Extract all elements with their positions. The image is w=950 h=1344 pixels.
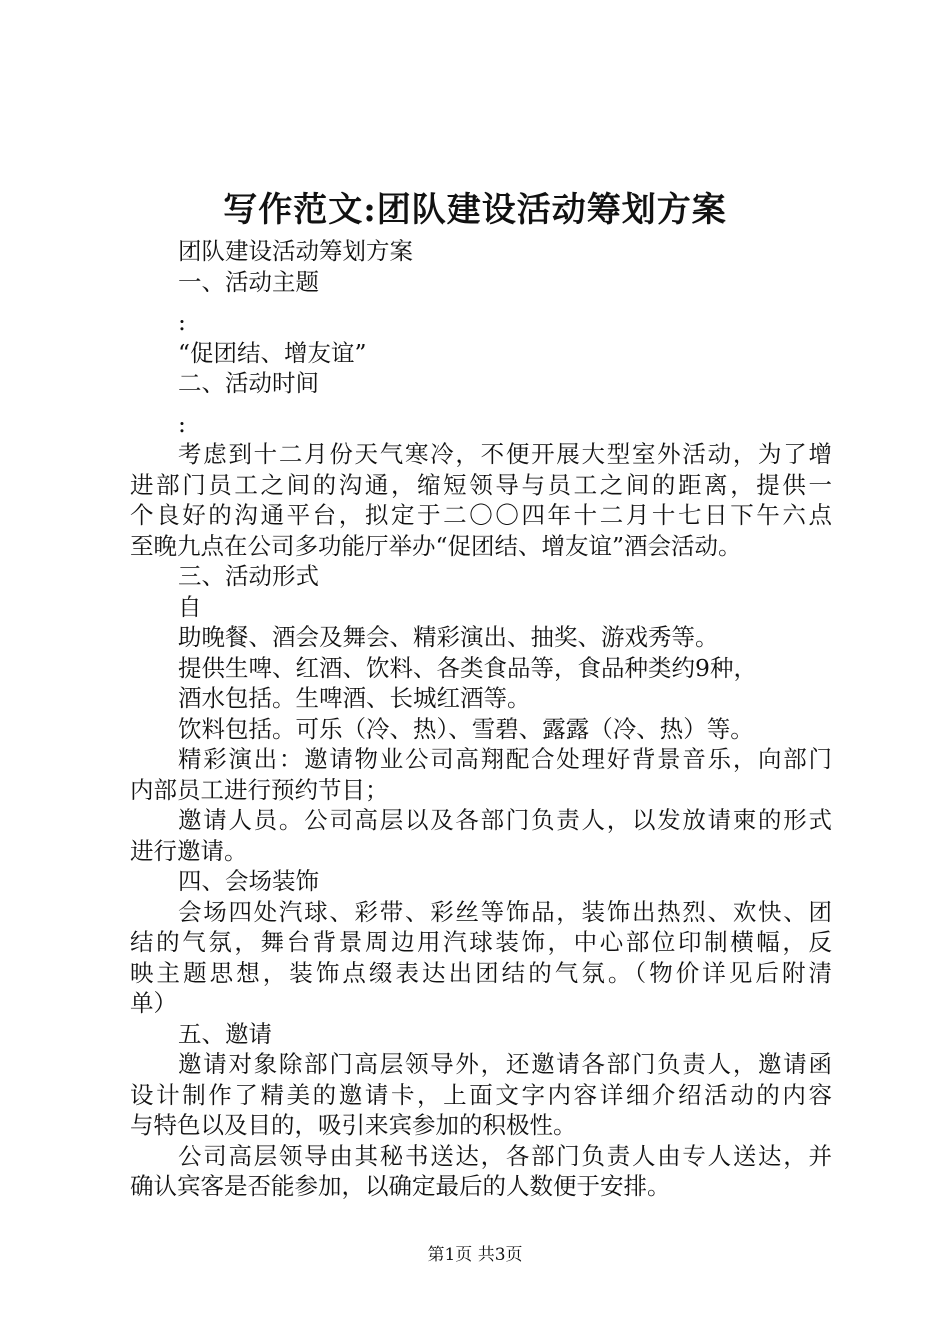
spacer [130,297,832,307]
paragraph-line: 邀请人员。公司高层以及各部门负责人，以发放请柬的形式 [178,806,832,834]
section-heading-decoration: 四、会场装饰 [178,867,319,895]
colon-line: : [178,308,186,336]
spacer [130,399,832,409]
section-heading-format: 三、活动形式 [178,562,319,590]
theme-line: “促团结、增友谊” [178,338,367,367]
paragraph-line: 至晚九点在公司多功能厅举办“促团结、增友谊”酒会活动。 [130,531,742,560]
section-heading-invitation: 五、邀请 [178,1019,272,1048]
paragraph-line: 进行邀请。 [130,836,248,865]
paragraph-line: 酒水包括。生啤酒、长城红酒等。 [178,684,531,712]
paragraph-line: 与特色以及目的，吸引来宾参加的积极性。 [130,1111,577,1139]
paragraph-line: 邀请对象除部门高层领导外，还邀请各部门负责人，邀请函 [178,1050,832,1078]
paragraph-line: 提供生啤、红酒、饮料、各类食品等，食品种类约9种， [178,653,757,682]
paragraph-line: 公司高层领导由其秘书送达，各部门负责人由专人送达，并 [178,1141,832,1170]
document-body [130,236,832,1202]
paragraph-line: 考虑到十二月份天气寒冷，不便开展大型室外活动，为了增 [178,440,832,468]
paragraph-line: 助晚餐、酒会及舞会、精彩演出、抽奖、游戏秀等。 [178,623,719,651]
paragraph-line: 确认宾客是否能参加，以确定最后的人数便于安排。 [130,1172,671,1200]
paragraph-line: 进部门员工之间的沟通，缩短领导与员工之间的距离，提供一 [130,470,832,499]
document-title: 写作范文:团队建设活动筹划方案 [223,190,727,230]
paragraph-line: 会场四处汽球、彩带、彩丝等饰品，装饰出热烈、欢快、团 [178,897,832,926]
paragraph-line: 内部员工进行预约节目； [130,775,389,804]
section-heading-theme: 一、活动主题 [178,267,319,296]
paragraph-line: 饮料包括。可乐（冷、热）、雪碧、露露（冷、热）等。 [178,714,754,743]
page-number: 第1页 共3页 [427,1245,523,1265]
paragraph-line: 映主题思想，装饰点缀表达出团结的气氛。（物价详见后附清 [130,958,832,987]
colon-line: : [178,409,186,438]
section-heading-time: 二、活动时间 [178,369,319,397]
subtitle-line: 团队建设活动筹划方案 [178,237,413,265]
paragraph-line: 自 [178,592,202,621]
paragraph-line: 结的气氛，舞台背景周边用汽球装饰，中心部位印制横幅，反 [130,928,832,956]
paragraph-line: 单） [130,989,177,1017]
paragraph-line: 精彩演出：邀请物业公司高翔配合处理好背景音乐，向部门 [178,745,832,773]
paragraph-line: 个良好的沟通平台，拟定于二〇〇四年十二月十七日下午六点 [130,501,832,529]
paragraph-line: 设计制作了精美的邀请卡，上面文字内容详细介绍活动的内容 [130,1080,832,1109]
